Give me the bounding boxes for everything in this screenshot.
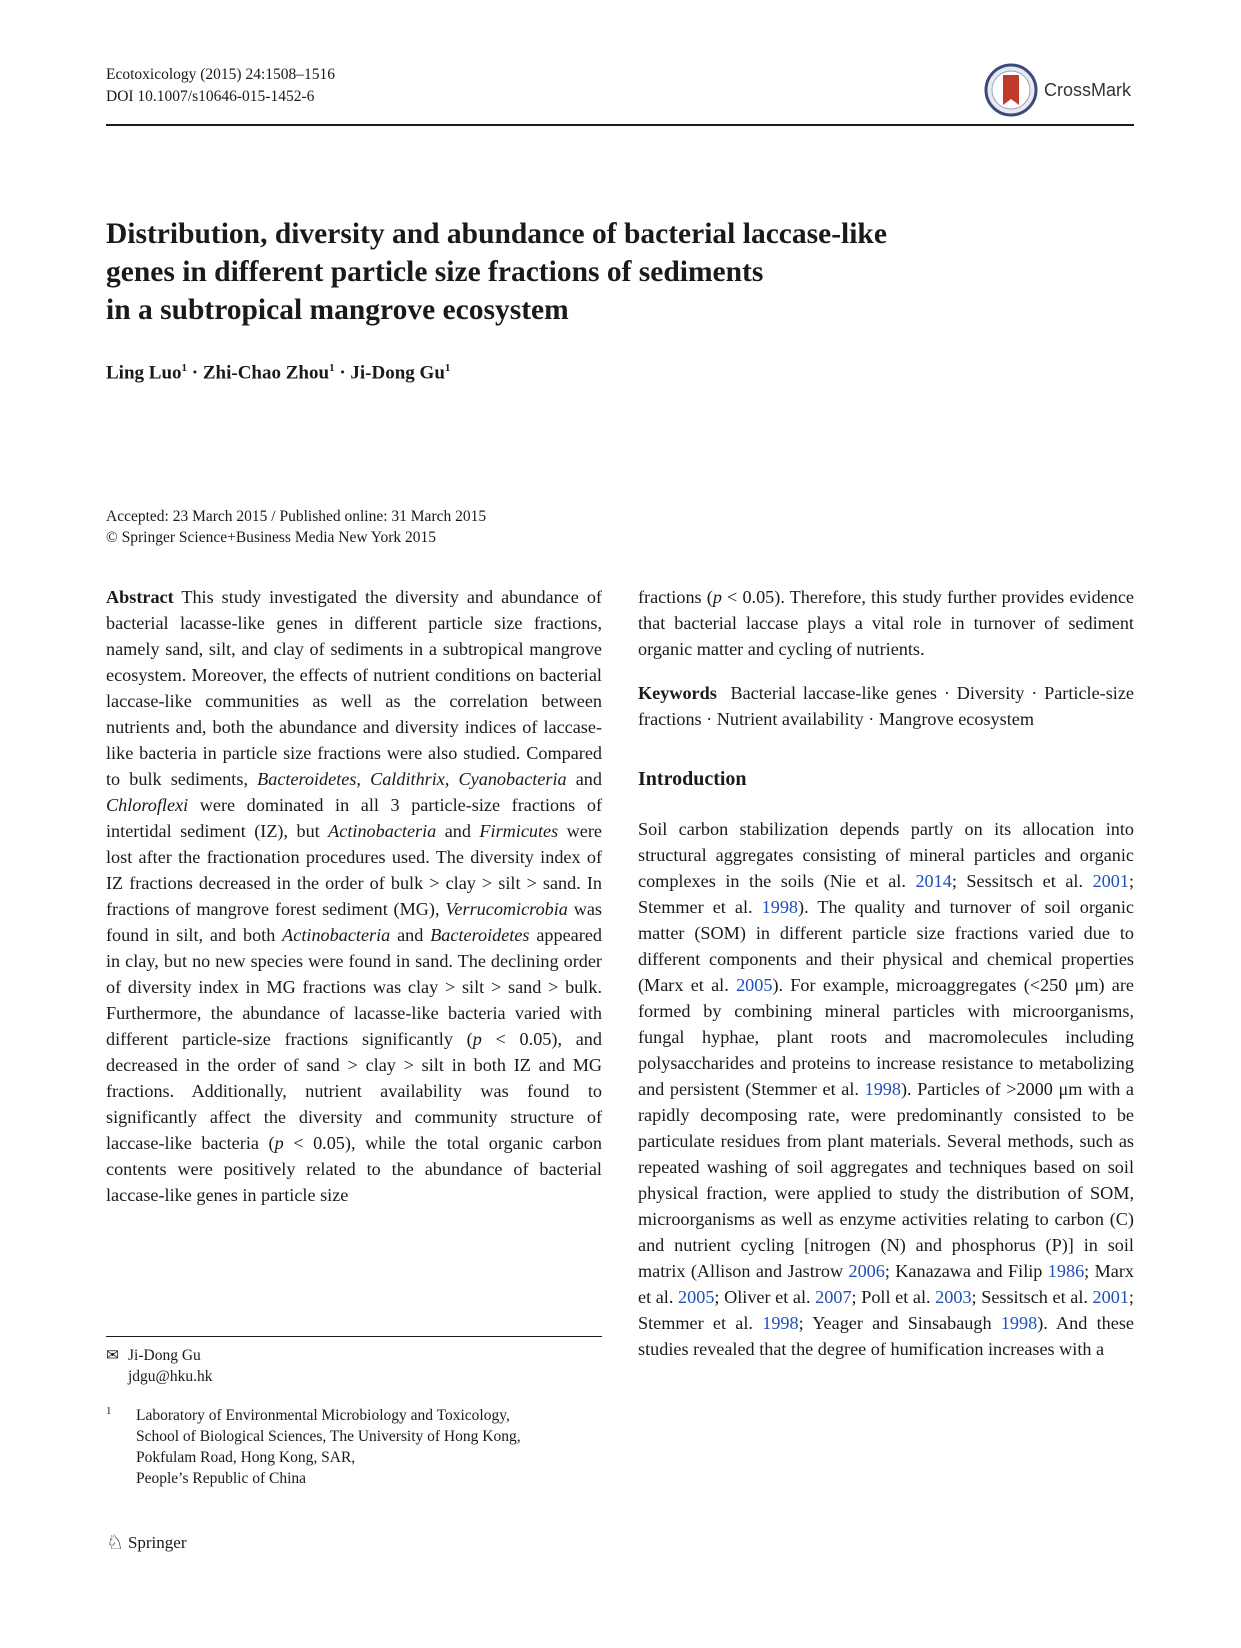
- text-run: ; Sessitsch et al.: [951, 871, 1093, 891]
- citation-year-link[interactable]: 1998: [864, 1079, 901, 1099]
- section-heading-introduction: Introduction: [638, 768, 747, 790]
- introduction-paragraph: [638, 816, 1134, 1362]
- text-run: ; Stemmer et al.: [638, 871, 1134, 917]
- text-run: and: [436, 821, 480, 841]
- title-line: Distribution, diversity and abundance of bacterial laccase-like: [106, 218, 887, 250]
- journal-citation: Ecotoxicology (2015) 24:1508–1516: [106, 66, 336, 83]
- text-run: Soil carbon stabilization depends partly on its allocation into structural aggregates consisting of mineral particles and organic complexes in the soils (Nie et al.: [638, 819, 1134, 891]
- left-column: [106, 584, 602, 1208]
- author-name[interactable]: Ling Luo: [106, 362, 182, 384]
- text-run: was found in silt, and both: [106, 899, 602, 945]
- text-run: ; Marx et al.: [638, 1261, 1135, 1307]
- italic-term: Actinobacteria: [282, 925, 391, 945]
- footnote-rule: [106, 1336, 602, 1337]
- italic-term: p: [274, 1133, 284, 1153]
- doi[interactable]: DOI 10.1007/s10646-015-1452-6: [106, 88, 315, 105]
- crossmark-badge[interactable]: [984, 62, 1134, 118]
- text-run: ). For example, microaggregates (<250 μm) are formed by combining mineral particles with microorganisms, fungal hyphae, plant roots and macromolecules including polysaccharides and proteins to increase resistance to metabolizing and persistent (Stemmer et al.: [638, 975, 1135, 1099]
- citation-year-link[interactable]: 2005: [736, 975, 773, 995]
- text-run: appeared in clay, but no new species were found in sand. The declining order of diversity index in MG fractions was clay > silt > sand > bulk. Furthermore, the abundance of lacasse-like bacteria varied with different particle-size fractions significantly (: [106, 925, 602, 1049]
- copyright-line: © Springer Science+Business Media New York 2015: [106, 529, 437, 546]
- text-run: < 0.05), while the total organic carbon contents were positively related to the abundance of bacterial laccase-like genes in particle size: [106, 1133, 602, 1205]
- publisher-footer: [106, 1530, 186, 1555]
- publication-dates: [106, 506, 486, 548]
- affiliation-number: 1: [106, 1405, 112, 1417]
- italic-term: Firmicutes: [479, 821, 559, 841]
- text-run: and: [390, 925, 431, 945]
- citation-year-link[interactable]: 2003: [935, 1287, 972, 1307]
- citation-year-link[interactable]: 1986: [1047, 1261, 1085, 1281]
- italic-term: Bacteroidetes, Caldithrix, Cyanobacteria: [257, 769, 567, 789]
- accepted-published-line: Accepted: 23 March 2015 / Published online: 31 March 2015: [106, 508, 487, 525]
- citation-year-link[interactable]: 2006: [848, 1261, 885, 1281]
- abstract-text: [106, 587, 602, 1205]
- affiliation-line: School of Biological Sciences, The University of Hong Kong,: [136, 1428, 521, 1445]
- author-affil-mark: 1: [329, 362, 335, 374]
- correspondence-name: Ji-Dong Gu: [128, 1347, 201, 1364]
- right-column: [638, 584, 1134, 1362]
- text-run: fractions (: [638, 587, 713, 607]
- correspondence-email[interactable]: jdgu@hku.hk: [128, 1368, 213, 1385]
- italic-term: Chloroflexi: [106, 795, 189, 815]
- springer-horse-icon: ♘: [106, 1532, 124, 1554]
- author-affil-mark: 1: [181, 362, 188, 374]
- italic-term: p: [472, 1029, 482, 1049]
- text-run: were dominated in all 3 particle-size fractions of intertidal sediment (IZ), but: [106, 795, 602, 841]
- text-run: were lost after the fractionation procedures used. The diversity index of IZ fractions decreased in the order of bulk > clay > silt > sand. In fractions of mangrove forest sediment (MG),: [106, 821, 602, 919]
- italic-term: Bacteroidetes: [430, 925, 530, 945]
- text-run: ; Sessitsch et al.: [971, 1287, 1093, 1307]
- text-run: ). And these studies revealed that the degree of humification increases with a: [638, 1313, 1134, 1359]
- text-run: ; Poll et al.: [851, 1287, 936, 1307]
- text-run: and: [566, 769, 602, 789]
- text-run: ; Kanazawa and Filip: [884, 1261, 1048, 1281]
- italic-term: Actinobacteria: [328, 821, 437, 841]
- crossmark-label: CrossMark: [1044, 79, 1132, 100]
- author-name[interactable]: Zhi-Chao Zhou: [202, 362, 330, 384]
- author-separator: ·: [187, 362, 203, 384]
- keywords: [638, 680, 1134, 732]
- text-run: ; Stemmer et al.: [638, 1287, 1134, 1333]
- author-affil-mark: 1: [444, 362, 451, 374]
- citation-year-link[interactable]: 2014: [915, 871, 952, 891]
- citation-year-link[interactable]: 2001: [1092, 871, 1129, 891]
- citation-year-link[interactable]: 1998: [762, 1313, 799, 1333]
- text-run: This study investigated the diversity and abundance of bacterial lacasse-like genes in different particle size fractions, namely sand, silt, and clay of sediments in a subtropical mangrove ecosystem. Moreover, the effects of nutrient conditions on bacterial laccase-like communities as well as the correlation between nutrients and, both the abundance and diversity indices of laccase-like bacteria in particle size fractions were also studied. Compared to bulk sediments,: [106, 587, 602, 789]
- publisher-name: Springer: [127, 1532, 187, 1552]
- citation-year-link[interactable]: 1998: [761, 897, 799, 917]
- italic-term: p: [712, 587, 722, 607]
- text-run: < 0.05), and decreased in the order of sand > clay > silt in both IZ and MG fractions. Additionally, nutrient availability was found to significantly affect the diversity and community structure of laccase-like bacteria (: [106, 1029, 602, 1153]
- affiliation-line: Laboratory of Environmental Microbiology and Toxicology,: [136, 1407, 510, 1424]
- text-run: ). Particles of >2000 μm with a rapidly decomposing rate, were predominantly consisted to be particulate residues from plant materials. Several methods, such as repeated washing of soil aggregates and techniques based on soil physical fraction, were applied to study the distribution of SOM, microorganisms as well as enzyme activities relating to carbon (C) and nutrient cycling [nitrogen (N) and phosphorus (P)] in soil matrix (Allison and Jastrow: [638, 1079, 1135, 1281]
- citation-year-link[interactable]: 2005: [678, 1287, 715, 1307]
- author-separator: ·: [334, 362, 351, 384]
- keywords-label: Keywords: [638, 683, 717, 703]
- text-run: < 0.05). Therefore, this study further provides evidence that bacterial laccase plays a vital role in turnover of sediment organic matter and cycling of nutrients.: [638, 587, 1135, 659]
- crossmark-icon: [984, 63, 1038, 117]
- envelope-icon: ✉: [106, 1347, 119, 1364]
- correspondence: [106, 1345, 212, 1387]
- abstract-continuation: [638, 584, 1134, 662]
- title-line: genes in different particle size fractions of sediments: [106, 256, 764, 288]
- affiliation-line: Pokfulam Road, Hong Kong, SAR,: [136, 1449, 356, 1466]
- italic-term: Verrucomicrobia: [445, 899, 568, 919]
- abstract-paragraph: [106, 584, 602, 1208]
- paper-title: [106, 215, 1046, 329]
- text-run: ; Yeager and Sinsabaugh: [798, 1313, 1001, 1333]
- text-run: ; Oliver et al.: [714, 1287, 816, 1307]
- affiliation-line: People’s Republic of China: [136, 1470, 307, 1487]
- affiliation: [106, 1405, 521, 1489]
- author-name[interactable]: Ji-Dong Gu: [350, 362, 445, 384]
- header-rule: [106, 124, 1134, 126]
- keywords-text: Bacterial laccase-like genes · Diversity · Particle-size fractions · Nutrient availability · Mangrove ecosystem: [638, 683, 1134, 729]
- citation-year-link[interactable]: 2007: [815, 1287, 852, 1307]
- title-line: in a subtropical mangrove ecosystem: [106, 294, 569, 326]
- running-header: [106, 64, 335, 108]
- text-run: ). The quality and turnover of soil organic matter (SOM) in different particle size fractions varied due to different components and their physical and chemical properties (Marx et al.: [638, 897, 1134, 995]
- abstract-label: Abstract: [106, 587, 174, 607]
- author-list: [106, 362, 450, 384]
- citation-year-link[interactable]: 2001: [1092, 1287, 1129, 1307]
- citation-year-link[interactable]: 1998: [1000, 1313, 1038, 1333]
